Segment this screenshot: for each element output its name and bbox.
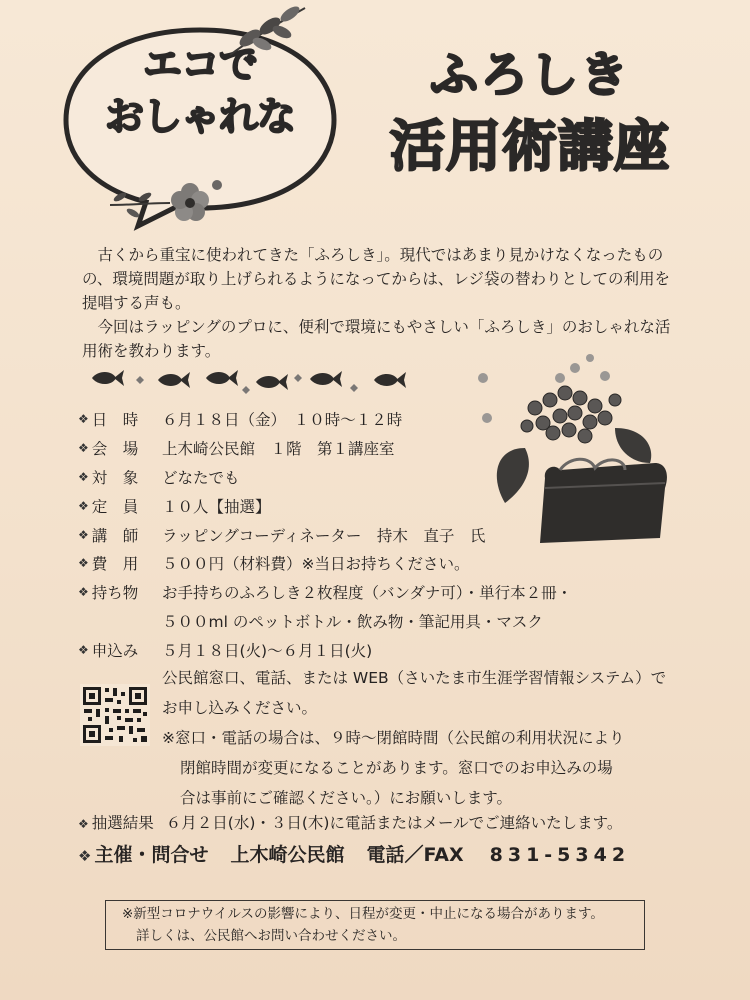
- course-title: [330, 40, 730, 182]
- host-tel-label: 電話／FAX: [366, 844, 464, 866]
- host-contact: [78, 840, 630, 867]
- detail-label: 講 師: [91, 526, 139, 545]
- title-line-1: ふろしき: [429, 47, 630, 103]
- bullet-icon: ❖: [78, 847, 92, 865]
- detail-label: 日 時: [91, 411, 139, 430]
- notice-line-2: 詳しくは、公民館へお問い合わせください。: [136, 928, 406, 944]
- host-org: 上木崎公民館: [230, 844, 345, 866]
- bullet-icon: ❖: [78, 585, 89, 600]
- detail-label: 申込み: [91, 641, 139, 660]
- leaf-sprig-icon: [220, 0, 310, 60]
- detail-label: 持ち物: [91, 584, 139, 603]
- detail-row-target: [78, 463, 718, 492]
- detail-value: お手持ちのふろしき２枚程度（バンダナ可）・単行本２冊・: [162, 584, 573, 603]
- bullet-icon: ❖: [78, 412, 89, 427]
- bubble-line-2: おしゃれな: [104, 95, 295, 140]
- detail-row-fee: [78, 549, 718, 578]
- bubble-line-1: エコで: [142, 43, 257, 88]
- flower-icon: [105, 175, 230, 230]
- apply-note-2: 閉館時間が変更になることがあります。窓口でのお申込みの場: [180, 759, 613, 777]
- host-label: 主催・問合せ: [94, 844, 209, 866]
- detail-label: 費 用: [91, 555, 139, 574]
- detail-value: ５月１８日(火)～６月１日(火): [162, 641, 373, 660]
- bullet-icon: ❖: [78, 469, 89, 484]
- detail-value: ５００円（材料費）※当日お持ちください。: [162, 555, 470, 574]
- detail-value: ラッピングコーディネーター 持木 直子 氏: [162, 526, 486, 545]
- event-details: [78, 405, 718, 664]
- detail-label: 会 場: [91, 440, 139, 459]
- bullet-icon: ❖: [78, 817, 89, 831]
- detail-row-date: [78, 405, 718, 434]
- detail-value: １０人【抽選】: [162, 497, 271, 516]
- apply-line-1: 公民館窓口、電話、または WEB（さいたま市生涯学習情報システム）で: [162, 669, 667, 687]
- detail-row-belongings: [78, 578, 718, 607]
- apply-note-1: ※窓口・電話の場合は、９時～閉館時間（公民館の利用状況により: [162, 729, 625, 747]
- bullet-icon: ❖: [78, 527, 89, 542]
- bullet-icon: ❖: [78, 556, 89, 571]
- detail-row-venue: [78, 434, 718, 463]
- detail-value: ６月１８日（金） １０時～１２時: [162, 411, 403, 430]
- detail-value: どなたでも: [162, 468, 240, 487]
- result-label: 抽選結果: [91, 814, 154, 832]
- detail-row-instructor: [78, 520, 718, 549]
- bullet-icon: ❖: [78, 498, 89, 513]
- detail-value: ５００ml のペットボトル・飲み物・筆記用具・マスク: [162, 612, 543, 631]
- intro-paragraph-2: 今回はラッピングのプロに、便利で環境にもやさしい「ふろしき」のおしゃれな活用術を教わります。: [82, 318, 671, 360]
- covid-notice: [105, 900, 645, 950]
- detail-row-capacity: [78, 491, 718, 520]
- bullet-icon: ❖: [78, 441, 89, 456]
- result-value: ６月２日(水)・３日(木)に電話またはメールでご連絡いたします。: [165, 814, 623, 832]
- goldfish-border-icon: [88, 366, 418, 394]
- title-line-2: 活用術講座: [389, 114, 670, 178]
- application-instructions: [78, 663, 718, 813]
- detail-label: 定 員: [91, 497, 139, 516]
- intro-paragraph-1: 古くから重宝に使われてきた「ふろしき」。現代ではあまり見かけなくなったものの、環境問題が取り上げられるようになってからは、レジ袋の替わりとしての利用を提唱する声も。: [82, 246, 670, 312]
- detail-row-application: [78, 635, 718, 664]
- detail-label: 対 象: [91, 468, 139, 487]
- notice-line-1: ※新型コロナウイルスの影響により、日程が変更・中止になる場合があります。: [122, 906, 604, 922]
- detail-row-belongings-cont: [78, 607, 718, 636]
- host-phone: 831-5342: [489, 844, 631, 866]
- lottery-result: [78, 811, 622, 833]
- apply-line-2: お申し込みください。: [162, 699, 318, 717]
- apply-note-3: 合は事前にご確認ください。）にお願いします。: [180, 789, 513, 807]
- detail-value: 上木崎公民館 １階 第１講座室: [162, 440, 395, 459]
- bullet-icon: ❖: [78, 642, 89, 657]
